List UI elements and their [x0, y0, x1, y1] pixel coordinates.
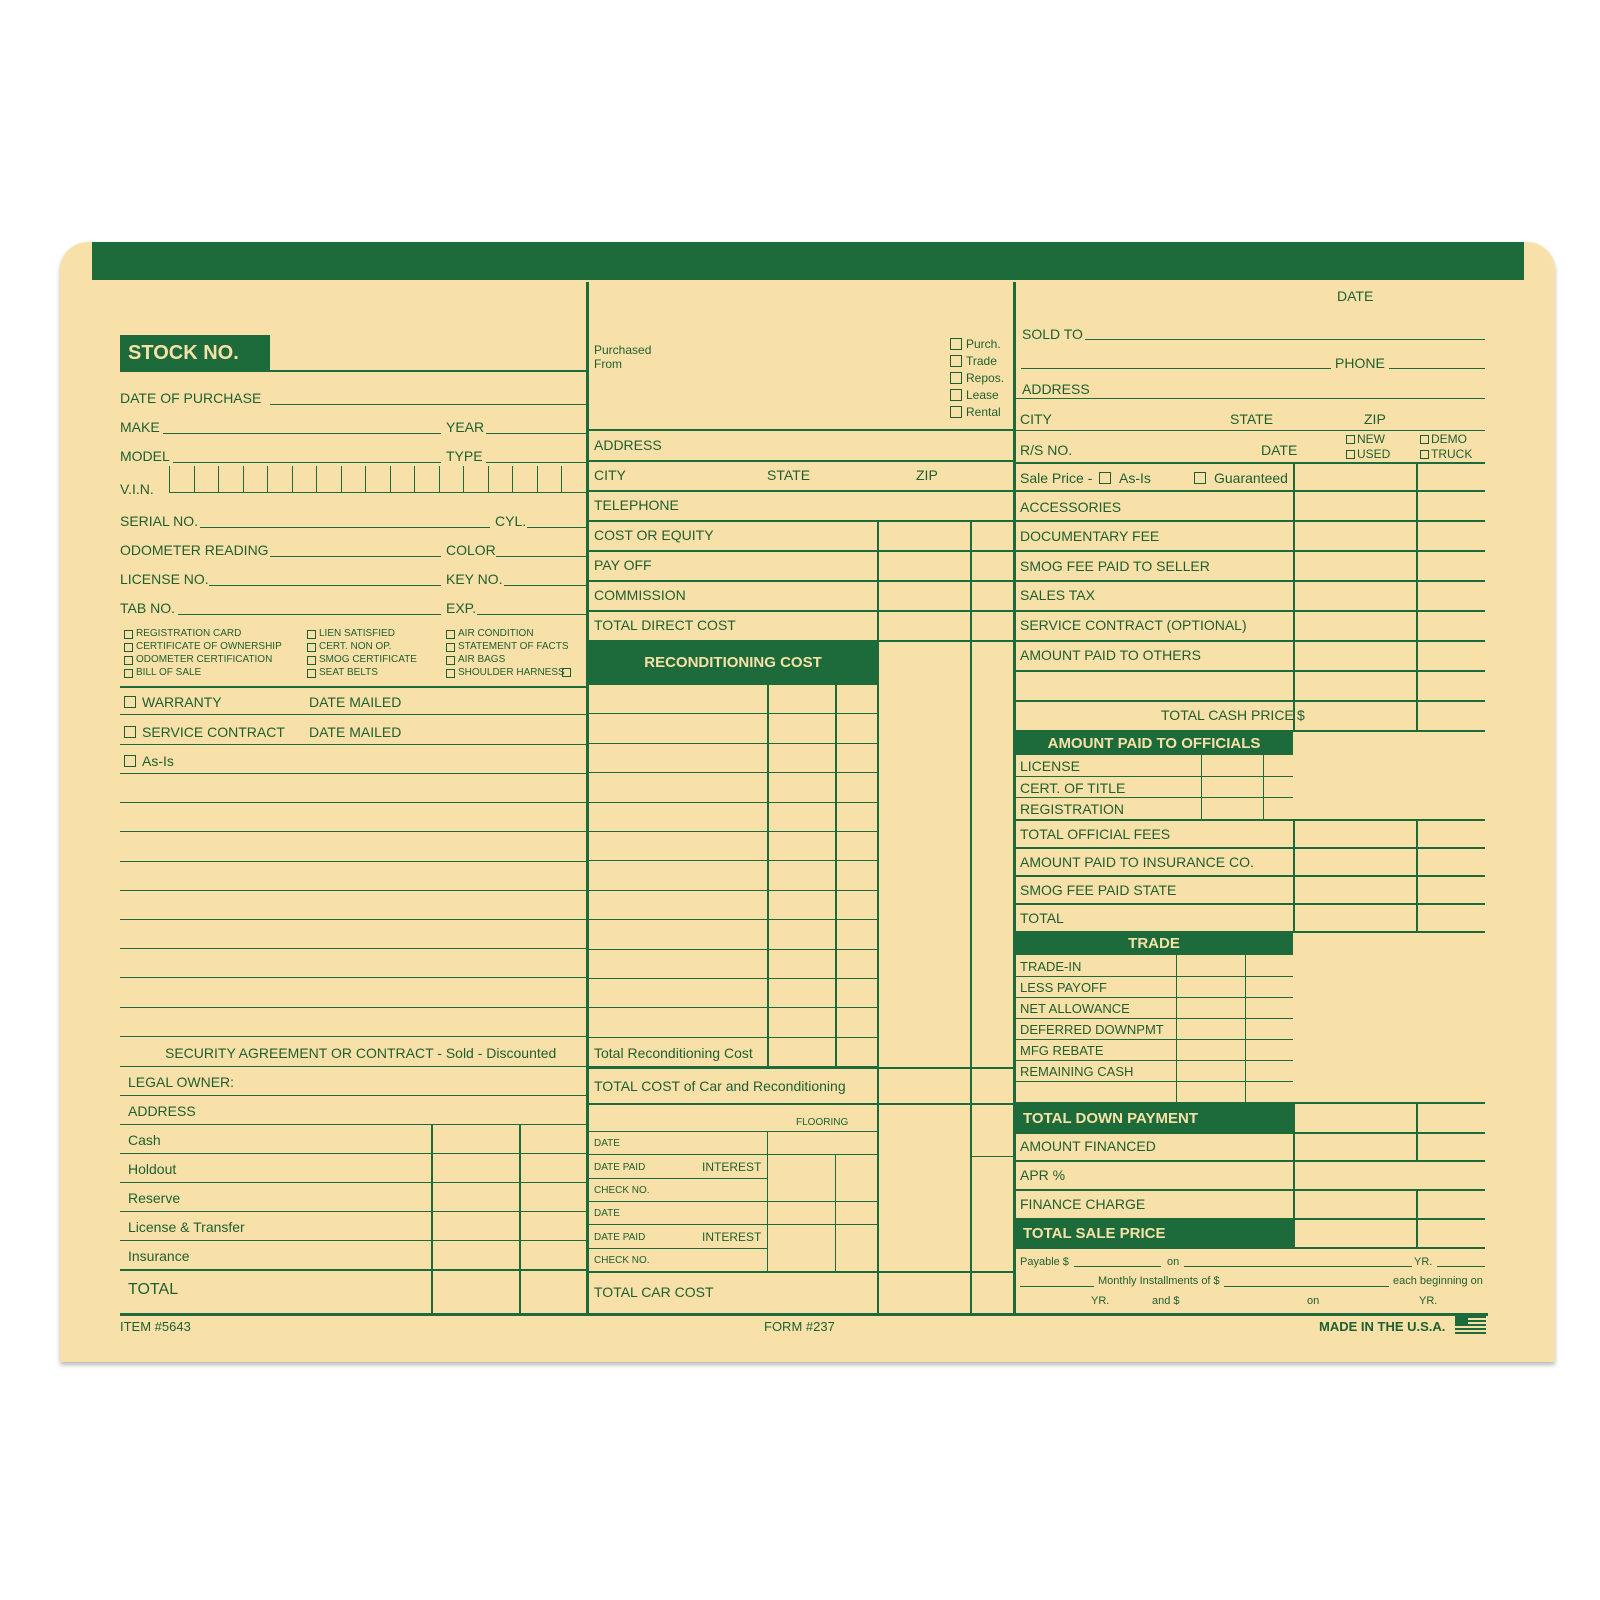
notes-line: [120, 773, 586, 774]
left-address-label: ADDRESS: [128, 1103, 196, 1119]
vin-box-divider: [390, 466, 391, 492]
amount-paid-insurance-rule: [1014, 875, 1485, 877]
repos-checkbox[interactable]: [950, 372, 962, 384]
each-beginning-on-label: each beginning on: [1393, 1275, 1483, 1287]
stock-no-line: [270, 370, 586, 372]
as-is-checkbox[interactable]: [124, 755, 136, 767]
total-car-cost-label: TOTAL CAR COST: [594, 1284, 714, 1300]
officials-col-1: [1201, 755, 1202, 819]
rs-no-label: R/S NO.: [1020, 442, 1073, 458]
notes-line: [120, 802, 586, 803]
monthly-installments-label: Monthly Installments of $: [1098, 1275, 1220, 1287]
payable-field[interactable]: [1074, 1266, 1161, 1267]
trade-checkbox[interactable]: [950, 355, 962, 367]
mid-city-label: CITY: [594, 467, 626, 483]
odometer-field[interactable]: [270, 556, 441, 557]
total-official-fees-label: TOTAL OFFICIAL FEES: [1020, 826, 1171, 842]
holdout-label: Holdout: [128, 1161, 177, 1177]
less-payoff-label: LESS PAYOFF: [1020, 980, 1107, 995]
seat-belts-label: SEAT BELTS: [319, 667, 378, 678]
recon-row-line: [587, 890, 877, 891]
type-field[interactable]: [486, 462, 586, 463]
trade-in-label: TRADE-IN: [1020, 959, 1082, 974]
color-label: COLOR: [446, 542, 496, 558]
flooring-date-2-label: DATE: [594, 1208, 620, 1219]
smog-fee-seller-label: SMOG FEE PAID TO SELLER: [1020, 558, 1210, 574]
reserve-label: Reserve: [128, 1190, 181, 1206]
statement-of-facts-checkbox[interactable]: [446, 643, 455, 652]
cash-rule: [120, 1153, 586, 1154]
recon-row-line: [587, 860, 877, 861]
mid-address-label: ADDRESS: [594, 437, 662, 453]
mid-city-rule: [587, 490, 1013, 492]
official-license-label: LICENSE: [1020, 758, 1080, 774]
warranty-label: WARRANTY: [142, 694, 222, 710]
right-amount-col-2-top: [1416, 462, 1418, 730]
mfg-rebate-label: MFG REBATE: [1020, 1043, 1104, 1058]
insurance-label: Insurance: [128, 1248, 190, 1264]
lease-checkbox[interactable]: [950, 389, 962, 401]
right-total-label: TOTAL: [1020, 910, 1064, 926]
flooring-check-no-1-label: CHECK NO.: [594, 1185, 650, 1196]
commission-label: COMMISSION: [594, 587, 686, 603]
trade-header: TRADE: [1015, 932, 1293, 955]
officials-col-2: [1263, 755, 1264, 819]
flooring-col-2: [835, 1154, 836, 1271]
registration-rule: [1014, 819, 1485, 821]
key-no-field[interactable]: [504, 585, 586, 586]
phone-field[interactable]: [1389, 368, 1485, 369]
flooring-rule: [587, 1131, 877, 1132]
license-no-label: LICENSE NO.: [120, 571, 209, 587]
total-reconditioning-cost-label: Total Reconditioning Cost: [594, 1045, 753, 1061]
notes-line: [120, 861, 586, 862]
date-of-purchase-label: DATE OF PURCHASE: [120, 390, 262, 406]
flooring-date-paid-1-label: DATE PAID: [594, 1162, 646, 1173]
deferred-downpmt-label: DEFERRED DOWNPMT: [1020, 1022, 1164, 1037]
serial-no-label: SERIAL NO.: [120, 513, 199, 529]
accessories-label: ACCESSORIES: [1020, 499, 1122, 515]
vin-box-divider: [267, 466, 268, 492]
checklist-bottom-rule: [120, 686, 586, 688]
apr-rule: [1014, 1189, 1485, 1191]
flooring-col-1: [767, 1131, 768, 1271]
sales-tax-label: SALES TAX: [1020, 587, 1095, 603]
right-amount-col-1-top: [1293, 462, 1295, 730]
payable-on-field[interactable]: [1184, 1266, 1412, 1267]
flooring-date-2-rule: [587, 1224, 877, 1225]
color-field[interactable]: [496, 556, 586, 557]
odometer-certification-label: ODOMETER CERTIFICATION: [136, 654, 273, 665]
repos-label: Repos.: [966, 371, 1005, 385]
finance-charge-label: FINANCE CHARGE: [1020, 1196, 1146, 1212]
license-transfer-rule: [120, 1240, 586, 1241]
shoulder-harness-checkbox[interactable]: [446, 669, 455, 678]
vin-box-divider: [365, 466, 366, 492]
cert-non-op-checkbox[interactable]: [307, 643, 316, 652]
trade-in-rule: [1014, 976, 1293, 977]
bill-of-sale-label: BILL OF SALE: [136, 667, 202, 678]
right-city-rule: [1014, 430, 1485, 431]
purch-label: Purch.: [966, 337, 1001, 351]
model-field[interactable]: [173, 462, 441, 463]
notes-line: [120, 1036, 586, 1037]
right-zip-label: ZIP: [1364, 411, 1386, 427]
mid-state-label: STATE: [767, 467, 811, 483]
recon-row-line: [587, 802, 877, 803]
vin-box-divider: [169, 466, 170, 492]
sold-to-label: SOLD TO: [1022, 326, 1083, 342]
holdout-rule: [120, 1182, 586, 1183]
amount-financed-label: AMOUNT FINANCED: [1020, 1138, 1156, 1154]
warranty-date-mailed-label: DATE MAILED: [309, 694, 402, 710]
bill-of-sale-checkbox[interactable]: [124, 669, 133, 678]
purchased-label: Purchased: [594, 343, 652, 357]
recon-row-line: [587, 684, 877, 685]
smog-certificate-label: SMOG CERTIFICATE: [319, 654, 417, 665]
cost-or-equity-rule: [587, 550, 1013, 552]
amount-paid-insurance-label: AMOUNT PAID TO INSURANCE CO.: [1020, 854, 1254, 870]
mid-amount-col-1: [877, 520, 879, 1315]
made-in-usa: MADE IN THE U.S.A.: [1319, 1319, 1446, 1334]
right-address-label: ADDRESS: [1022, 381, 1090, 397]
right-amount-col-2-mid: [1416, 819, 1418, 931]
notes-line: [120, 1007, 586, 1008]
air-condition-label: AIR CONDITION: [458, 628, 534, 639]
warranty-row-rule: [120, 714, 586, 715]
used-checkbox[interactable]: [1346, 450, 1355, 459]
security-agreement-label: SECURITY AGREEMENT OR CONTRACT - Sold - Discounted: [165, 1045, 557, 1061]
rental-label: Rental: [966, 405, 1001, 419]
as-is-label: As-Is: [142, 753, 174, 769]
right-amount-col-2-bottom-a: [1416, 1102, 1418, 1160]
legal-owner-label: LEGAL OWNER:: [128, 1074, 235, 1090]
cert-non-op-label: CERT. NON OP.: [319, 641, 392, 652]
payable-label: Payable $: [1020, 1256, 1069, 1268]
form-number: FORM #237: [764, 1319, 835, 1334]
total-cash-price-dollar: $: [1297, 707, 1305, 723]
remaining-cash-rule: [1014, 1081, 1293, 1082]
make-label: MAKE: [120, 419, 160, 435]
service-contract-date-mailed-label: DATE MAILED: [309, 724, 402, 740]
odometer-label: ODOMETER READING: [120, 542, 269, 558]
guaranteed-checkbox[interactable]: [1194, 472, 1206, 484]
rental-checkbox[interactable]: [950, 406, 962, 418]
less-payoff-rule: [1014, 997, 1293, 998]
recon-col-1: [767, 684, 769, 1067]
divider-left-middle: [586, 282, 589, 1315]
total-cost-car-recon-label: TOTAL COST of Car and Reconditioning: [594, 1078, 846, 1094]
vin-box-divider: [414, 466, 415, 492]
service-contract-label: SERVICE CONTRACT: [142, 724, 285, 740]
left-total-label: TOTAL: [128, 1281, 179, 1298]
vin-box-divider: [561, 466, 562, 492]
license-no-field[interactable]: [209, 585, 441, 586]
sale-price-label: Sale Price -: [1020, 470, 1093, 486]
exp-label: EXP.: [446, 600, 477, 616]
mfg-rebate-rule: [1014, 1060, 1293, 1061]
warranty-checkbox[interactable]: [124, 696, 136, 708]
flooring-check-no-2-label: CHECK NO.: [594, 1255, 650, 1266]
recon-row-line: [587, 949, 877, 950]
air-bags-label: AIR BAGS: [458, 654, 506, 665]
flooring-date-paid-2-label: DATE PAID: [594, 1232, 646, 1243]
new-checkbox[interactable]: [1346, 435, 1355, 444]
trade-label: Trade: [966, 354, 997, 368]
mid-amount-col-2: [970, 520, 972, 1315]
net-allowance-rule: [1014, 1018, 1293, 1019]
lease-label: Lease: [966, 388, 999, 402]
installments-count-field[interactable]: [1020, 1286, 1094, 1287]
notes-line: [120, 831, 586, 832]
total-sale-price-header: TOTAL SALE PRICE: [1015, 1219, 1293, 1248]
notes-line: [120, 890, 586, 891]
net-allowance-label: NET ALLOWANCE: [1020, 1001, 1130, 1016]
recon-row-line: [587, 772, 877, 773]
vin-box-divider: [292, 466, 293, 492]
payable-yr-field[interactable]: [1437, 1266, 1485, 1267]
service-contract-optional-rule: [1014, 640, 1485, 642]
vin-box-divider: [341, 466, 342, 492]
vin-box-divider: [316, 466, 317, 492]
mid-zip-label: ZIP: [916, 467, 938, 483]
vin-box-divider: [512, 466, 513, 492]
sold-to-field-2[interactable]: [1021, 368, 1331, 369]
total-official-fees-rule: [1014, 847, 1485, 849]
payable-on-label: on: [1167, 1256, 1180, 1268]
service-contract-checkbox[interactable]: [124, 726, 136, 738]
pay-off-rule: [587, 580, 1013, 582]
license-transfer-label: License & Transfer: [128, 1219, 245, 1235]
total-down-payment-header: TOTAL DOWN PAYMENT: [1015, 1103, 1293, 1133]
sale-as-is-checkbox[interactable]: [1099, 472, 1111, 484]
total-sale-price-rule: [1014, 1247, 1485, 1249]
odometer-certification-checkbox[interactable]: [124, 656, 133, 665]
smog-fee-seller-rule: [1014, 580, 1485, 582]
payable-yr-label: YR.: [1414, 1256, 1433, 1268]
right-address-rule: [1014, 398, 1485, 399]
lien-satisfied-label: LIEN SATISFIED: [319, 628, 395, 639]
amount-paid-others-label: AMOUNT PAID TO OTHERS: [1020, 647, 1201, 663]
serial-no-field[interactable]: [200, 527, 490, 528]
guaranteed-label: Guaranteed: [1214, 470, 1288, 486]
new-label: NEW: [1357, 432, 1385, 446]
demo-label: DEMO: [1431, 432, 1467, 446]
installment-amount-field[interactable]: [1224, 1286, 1389, 1287]
and-dollar-label: and $: [1152, 1295, 1180, 1307]
vin-box-divider: [218, 466, 219, 492]
total-down-payment-rule: [1014, 1132, 1485, 1134]
amount-paid-others-rule: [1014, 670, 1485, 672]
exp-field[interactable]: [477, 614, 586, 615]
date-of-purchase-field[interactable]: [270, 404, 586, 405]
year-label: YEAR: [446, 419, 485, 435]
security-agreement-rule: [120, 1066, 586, 1067]
tab-no-label: TAB NO.: [120, 600, 175, 616]
right-amount-col-1-mid: [1293, 819, 1295, 931]
shoulder-harness-extra-checkbox[interactable]: [562, 668, 571, 677]
bottom-rule: [120, 1313, 1488, 1316]
vin-label: V.I.N.: [120, 481, 154, 497]
right-state-label: STATE: [1230, 411, 1274, 427]
notes-line: [120, 948, 586, 949]
total-cost-car-recon-rule: [587, 1103, 1013, 1105]
legal-owner-rule: [120, 1095, 586, 1096]
vin-box-bottom: [169, 492, 586, 493]
used-label: USED: [1357, 447, 1391, 461]
flooring-check-no-2-rule: [587, 1271, 1013, 1273]
left-amount-col-1: [431, 1124, 433, 1313]
left-amount-col-2: [519, 1124, 521, 1313]
flooring-label: FLOORING: [796, 1117, 849, 1128]
recon-row-line: [587, 919, 877, 920]
vin-box-divider: [488, 466, 489, 492]
model-label: MODEL: [120, 448, 170, 464]
notes-line: [120, 919, 586, 920]
vin-box-divider: [586, 466, 587, 492]
cost-or-equity-label: COST OR EQUITY: [594, 527, 714, 543]
mid-address-rule: [587, 460, 1013, 462]
flooring-interest-2-label: INTEREST: [702, 1230, 762, 1244]
make-field[interactable]: [163, 433, 441, 434]
flooring-date-paid-2-rule: [587, 1248, 767, 1249]
blank-row-rule: [1014, 700, 1485, 702]
purchased-from-rule: [587, 429, 1013, 431]
reconditioning-cost-header: RECONDITIONING COST: [588, 641, 878, 684]
notes-line: [120, 977, 586, 978]
shoulder-harness-label: SHOULDER HARNESS: [458, 667, 565, 678]
year-field[interactable]: [486, 433, 586, 434]
registration-card-label: REGISTRATION CARD: [136, 628, 242, 639]
cyl-label: CYL.: [495, 513, 527, 529]
amount-financed-rule: [1014, 1160, 1485, 1162]
truck-label: TRUCK: [1431, 447, 1473, 461]
total-direct-cost-label: TOTAL DIRECT COST: [594, 617, 736, 633]
sold-to-field[interactable]: [1085, 339, 1485, 340]
truck-checkbox[interactable]: [1420, 450, 1429, 459]
documentary-fee-rule: [1014, 550, 1485, 552]
top-band: [92, 242, 1524, 280]
recon-row-line: [587, 1007, 877, 1008]
rs-no-rule: [1014, 462, 1485, 464]
commission-rule: [587, 610, 1013, 612]
right-date-label: DATE: [1337, 288, 1374, 304]
final-on-label: on: [1307, 1295, 1320, 1307]
total-cash-price-label: TOTAL CASH PRICE: [1161, 707, 1294, 723]
left-address-rule: [120, 1124, 586, 1125]
tab-no-field[interactable]: [178, 614, 441, 615]
telephone-label: TELEPHONE: [594, 497, 679, 513]
trade-col-2: [1245, 955, 1246, 1103]
insurance-rule: [120, 1269, 586, 1271]
smog-fee-state-rule: [1014, 903, 1485, 905]
reserve-rule: [120, 1211, 586, 1212]
flooring-date-1-label: DATE: [594, 1138, 620, 1149]
cert-of-title-rule: [1014, 797, 1293, 798]
pay-off-label: PAY OFF: [594, 557, 652, 573]
phone-label: PHONE: [1335, 355, 1385, 371]
recon-row-line: [587, 1037, 877, 1038]
service-contract-optional-label: SERVICE CONTRACT (OPTIONAL): [1020, 617, 1247, 633]
remaining-cash-label: REMAINING CASH: [1020, 1064, 1134, 1079]
stock-no-header: STOCK NO.: [120, 335, 270, 372]
total-reconditioning-rule: [587, 1067, 1013, 1069]
registration-label: REGISTRATION: [1020, 801, 1124, 817]
lien-satisfied-checkbox[interactable]: [307, 630, 316, 639]
official-license-rule: [1014, 776, 1293, 777]
vin-box-divider: [243, 466, 244, 492]
registration-card-checkbox[interactable]: [124, 630, 133, 639]
flooring-rule-right: [970, 1156, 1013, 1157]
certificate-ownership-label: CERTIFICATE OF OWNERSHIP: [136, 641, 282, 652]
statement-of-facts-label: STATEMENT OF FACTS: [458, 641, 569, 652]
documentary-fee-label: DOCUMENTARY FEE: [1020, 528, 1160, 544]
cyl-field[interactable]: [527, 527, 586, 528]
sales-tax-rule: [1014, 610, 1485, 612]
apr-label: APR %: [1020, 1167, 1066, 1183]
right-amount-col-1-bottom: [1293, 1102, 1295, 1247]
recon-row-line: [587, 743, 877, 744]
cash-label: Cash: [128, 1132, 161, 1148]
rs-date-label: DATE: [1261, 442, 1298, 458]
vin-box-divider: [194, 466, 195, 492]
right-city-label: CITY: [1020, 411, 1052, 427]
air-bags-checkbox[interactable]: [446, 656, 455, 665]
smog-fee-state-label: SMOG FEE PAID STATE: [1020, 882, 1177, 898]
us-flag-icon: [1455, 1316, 1486, 1336]
certificate-ownership-checkbox[interactable]: [124, 643, 133, 652]
recon-row-line: [587, 831, 877, 832]
purch-checkbox[interactable]: [950, 338, 962, 350]
flooring-date-1-rule: [587, 1154, 877, 1155]
flooring-interest-1-label: INTEREST: [702, 1160, 762, 1174]
recon-col-2: [835, 684, 837, 1067]
recon-row-line: [587, 978, 877, 979]
installment-yr-label: YR.: [1091, 1295, 1110, 1307]
telephone-rule: [587, 520, 1013, 522]
trade-col-1: [1176, 955, 1177, 1103]
service-contract-row-rule: [120, 744, 586, 745]
vin-box-divider: [463, 466, 464, 492]
smog-certificate-checkbox[interactable]: [307, 656, 316, 665]
amount-paid-officials-header: AMOUNT PAID TO OFFICIALS: [1015, 731, 1293, 755]
sale-as-is-label: As-Is: [1119, 470, 1151, 486]
key-no-label: KEY NO.: [446, 571, 503, 587]
final-yr-label: YR.: [1419, 1295, 1438, 1307]
accessories-rule: [1014, 520, 1485, 522]
vin-box-divider: [439, 466, 440, 492]
item-number: ITEM #5643: [120, 1319, 191, 1334]
seat-belts-checkbox[interactable]: [307, 669, 316, 678]
from-label: From: [594, 357, 622, 371]
vin-box-divider: [537, 466, 538, 492]
deferred-downpmt-rule: [1014, 1039, 1293, 1040]
right-amount-col-2-bottom-b: [1416, 1189, 1418, 1247]
sale-price-rule: [1014, 490, 1485, 492]
recon-row-line: [587, 713, 877, 714]
air-condition-checkbox[interactable]: [446, 630, 455, 639]
cert-of-title-label: CERT. OF TITLE: [1020, 780, 1126, 796]
type-label: TYPE: [446, 448, 483, 464]
flooring-check-no-1-rule: [587, 1201, 877, 1202]
flooring-date-paid-1-rule: [587, 1178, 767, 1179]
demo-checkbox[interactable]: [1420, 435, 1429, 444]
